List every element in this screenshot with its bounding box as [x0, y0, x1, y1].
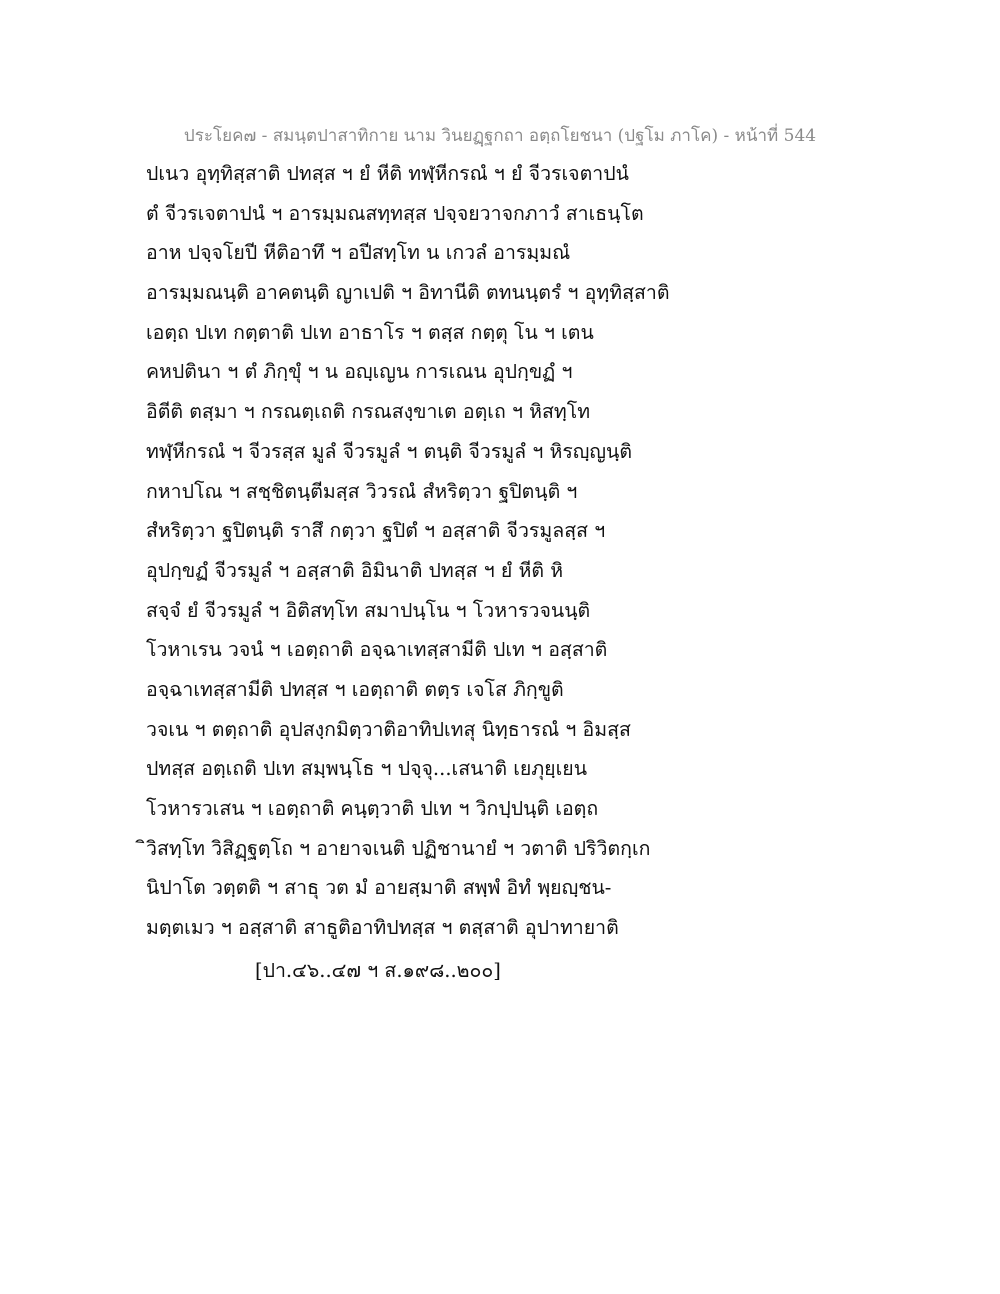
text-line: มตฺตเมว ฯ อสฺสาติ สาธูติอาทิปทสฺส ฯ ตสฺสาติ อุปาทายาติ — [146, 916, 619, 940]
text-line: ตํ จีวรเจตาปนํ ฯ อารมฺมณสทฺทสฺส ปจฺจยวาจกภาวํ สาเธนฺโต — [146, 201, 644, 225]
text-line: ปทสฺส อตฺเถติ ปเท สมฺพนฺโธ ฯ ปจฺจุ...เสนาติ เยภุยฺเยน — [146, 757, 588, 781]
text-line: วจเน ฯ ตตฺถาติ อุปสงฺกมิตฺวาติอาทิปเทสุ นิทฺธารณํ ฯ อิมสฺส — [146, 717, 631, 741]
text-line: โวหารวเสน ฯ เอตฺถาติ คนฺตฺวาติ ปเท ฯ วิกปฺปนฺติ เอตฺถ — [146, 797, 599, 820]
text-line: เอตฺถ ปเท กตฺตาติ ปเท อาธาโร ฯ ตสฺส กตฺตุ โน ฯ เตน — [146, 320, 594, 344]
text-line: อาห ปจฺจโยปี หีติอาทึ ฯ อปีสทฺโท น เกวลํ อารมฺมณํ — [146, 241, 571, 265]
text-line: นิปาโต วตฺตติ ฯ สาธุ วต มํ อายสฺมาติ สพฺพํ อิทํ พฺยญฺชน- — [146, 876, 612, 900]
source-reference: [ปา.๔๖..๔๗ ฯ ส.๑๙๘..๒๐๐] — [255, 959, 501, 982]
text-line: อุปกฺขฏํ จีวรมูลํ ฯ อสฺสาติ อิมินาติ ปทสฺส ฯ ยํ หีติ หิ — [146, 558, 564, 582]
text-line: คหปตินา ฯ ตํ ภิกฺขุํ ฯ น อญฺเญน การเณน อุปกฺขฏํ ฯ — [146, 360, 573, 384]
text-line: สจฺจํ ยํ จีวรมูลํ ฯ อิติสทฺโท สมาปนฺโน ฯ โวหารวจนนฺติ — [146, 598, 591, 622]
running-header: ประโยค๗ - สมนฺตปาสาทิกาย นาม วินยฏฺฐกถา อตฺถโยชนา (ปฐโม ภาโค) - หน้าที่ 544 — [183, 126, 817, 146]
text-line: อารมฺมณนฺติ อาคตนฺติ ญาเปติ ฯ อิทานีติ ตทนนฺตรํ ฯ อุทฺทิสฺสาติ — [146, 281, 670, 305]
text-line: อจฺฉาเทสฺสามีติ ปทสฺส ฯ เอตฺถาติ ตตฺร เจโส ภิกฺขูติ — [146, 677, 564, 701]
text-line: ทฬฺหีกรณํ ฯ จีวรสฺส มูลํ จีวรมูลํ ฯ ตนฺติ จีวรมูลํ ฯ หิรญฺญนฺติ — [146, 439, 633, 463]
text-line: อิตีติ ตสฺมา ฯ กรณตฺเถติ กรณสงฺขาเต อตฺเถ ฯ หิสทฺโท — [146, 400, 591, 424]
text-line: สํหริตฺวา ฐปิตนฺติ ราสึ กตฺวา ฐปิตํ ฯ อสฺสาติ จีวรมูลสฺส ฯ — [146, 519, 606, 543]
text-line: ปเนว อุทฺทิสฺสาติ ปทสฺส ฯ ยํ หีติ ทฬฺหีกรณํ ฯ ยํ จีวรเจตาปนํ — [146, 162, 629, 185]
text-line: โวหาเรน วจนํ ฯ เอตฺถาติ อจฺฉาเทสฺสามีติ ปเท ฯ อสฺสาติ — [146, 638, 608, 662]
text-line: กหาปโณ ฯ สชฺชิตนฺตีมสฺส วิวรณํ สํหริตฺวา ฐปิตนฺติ ฯ — [146, 479, 578, 503]
text-line: ิวิสทฺโท วิสิฏฺฐตฺโถ ฯ อายาจเนติ ปฏิชานายํ ฯ วตาติ ปริวิตกฺเก — [146, 836, 651, 860]
body-text — [146, 156, 866, 950]
